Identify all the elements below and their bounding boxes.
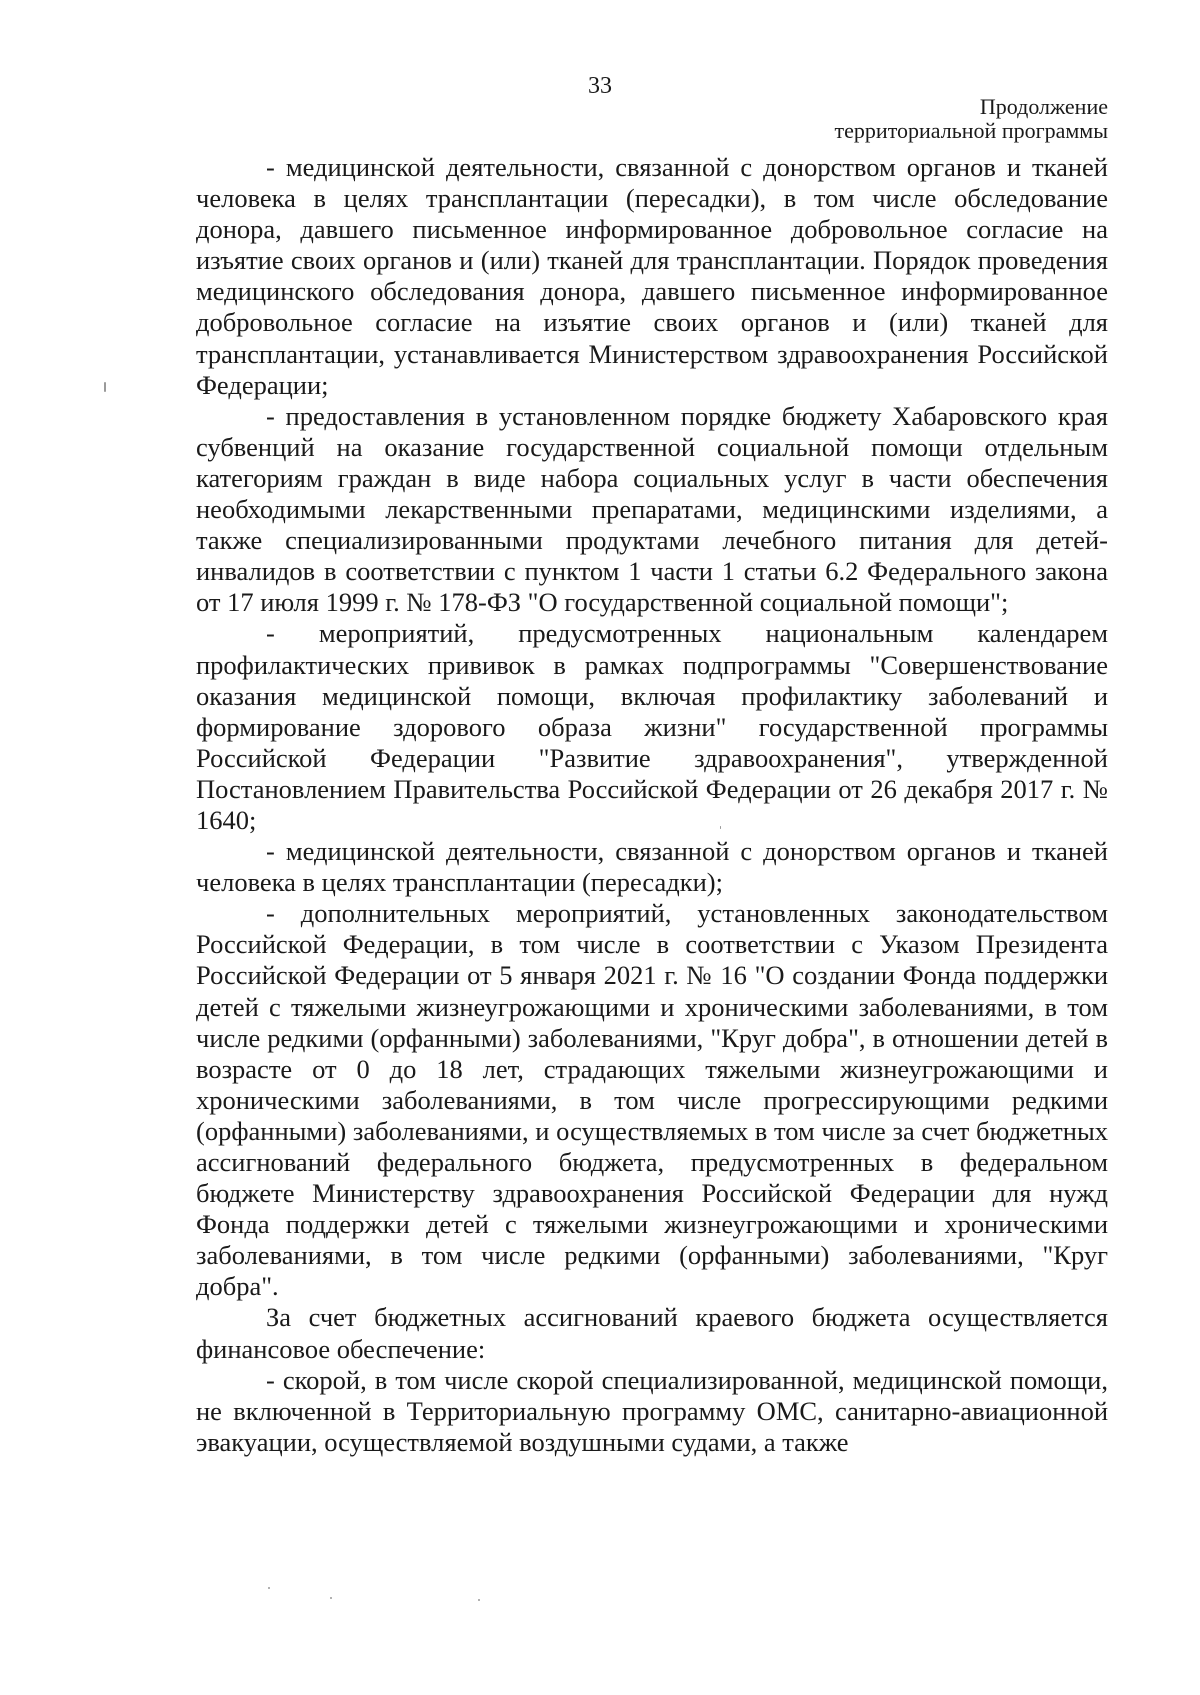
scan-artifact [720,826,721,829]
header-note-line-2: территориальной программы [834,118,1108,143]
scan-artifact [478,1599,480,1601]
scan-artifact [330,1597,332,1599]
paragraph-emergency-care: - скорой, в том числе скорой специализированной, медицинской помощи, не включенной в Территориальную программу ОМС, санитарно-авиационной эвакуации, осуществляемой воздушными судами, а также [196,1364,1108,1457]
paragraph-subventions: - предоставления в установленном порядке бюджету Хабаровского края субвенций на оказание государственной социальной помощи отдельным категориям граждан в виде набора социальных услуг в части обеспечения необходимыми лекарственными препаратами, медицинскими изделиями, а также специализированными продуктами лечебного питания для детей-инвалидов в соответствии с пунктом 1 части 1 статьи 6.2 Федерального закона от 17 июля 1999 г. № 178-ФЗ "О государственной социальной помощи"; [196,400,1108,618]
header-note-line-1: Продолжение [979,94,1108,119]
paragraph-donor-activity: - медицинской деятельности, связанной с донорством органов и тканей человека в целях трансплантации (пересадки), в том числе обследование донора, давшего письменное информированное добровольное согласие на изъятие своих органов и (или) тканей для трансплантации. Порядок проведения медицинского обследования донора, давшего письменное информированное добровольное согласие на изъятие своих органов и (или) тканей для трансплантации, устанавливается Министерством здравоохранения Российской Федерации; [196,152,1108,400]
paragraph-transplantation: - медицинской деятельности, связанной с донорством органов и тканей человека в целях трансплантации (пересадки); [196,836,1108,898]
paragraph-regional-budget: За счет бюджетных ассигнований краевого бюджета осуществляется финансовое обеспечение: [196,1302,1108,1364]
header-note [835,95,1108,143]
paragraph-vaccination-calendar: - мероприятий, предусмотренных национальным календарем профилактических прививок в рамках подпрограммы "Совершенствование оказания медицинской помощи, включая профилактику заболеваний и формирование здорового образа жизни" государственной программы Российской Федерации "Развитие здравоохранения", утвержденной Постановлением Правительства Российской Федерации от 26 декабря 2017 г. № 1640; [196,618,1108,835]
page-number: 33 [588,73,612,99]
paragraph-krug-dobra: - дополнительных мероприятий, установленных законодательством Российской Федерации, в том числе в соответствии с Указом Президента Российской Федерации от 5 января 2021 г. № 16 "О создании Фонда поддержки детей с тяжелыми жизнеугрожающими и хроническими заболеваниями, в том числе редкими (орфанными) заболеваниями, "Круг добра", в отношении детей в возрасте от 0 до 18 лет, страдающих тяжелыми жизнеугрожающими и хроническими заболеваниями, в том числе прогрессирующими редкими (орфанными) заболеваниями, и осуществляемых в том числе за счет бюджетных ассигнований федерального бюджета, предусмотренных в федеральном бюджете Министерству здравоохранения Российской Федерации для нужд Фонда поддержки детей с тяжелыми жизнеугрожающими и хроническими заболеваниями, в том числе редкими (орфанными) заболеваниями, "Круг добра". [196,898,1108,1302]
scan-artifact [104,382,106,392]
document-body [196,152,1108,1458]
scan-artifact [268,1587,270,1589]
